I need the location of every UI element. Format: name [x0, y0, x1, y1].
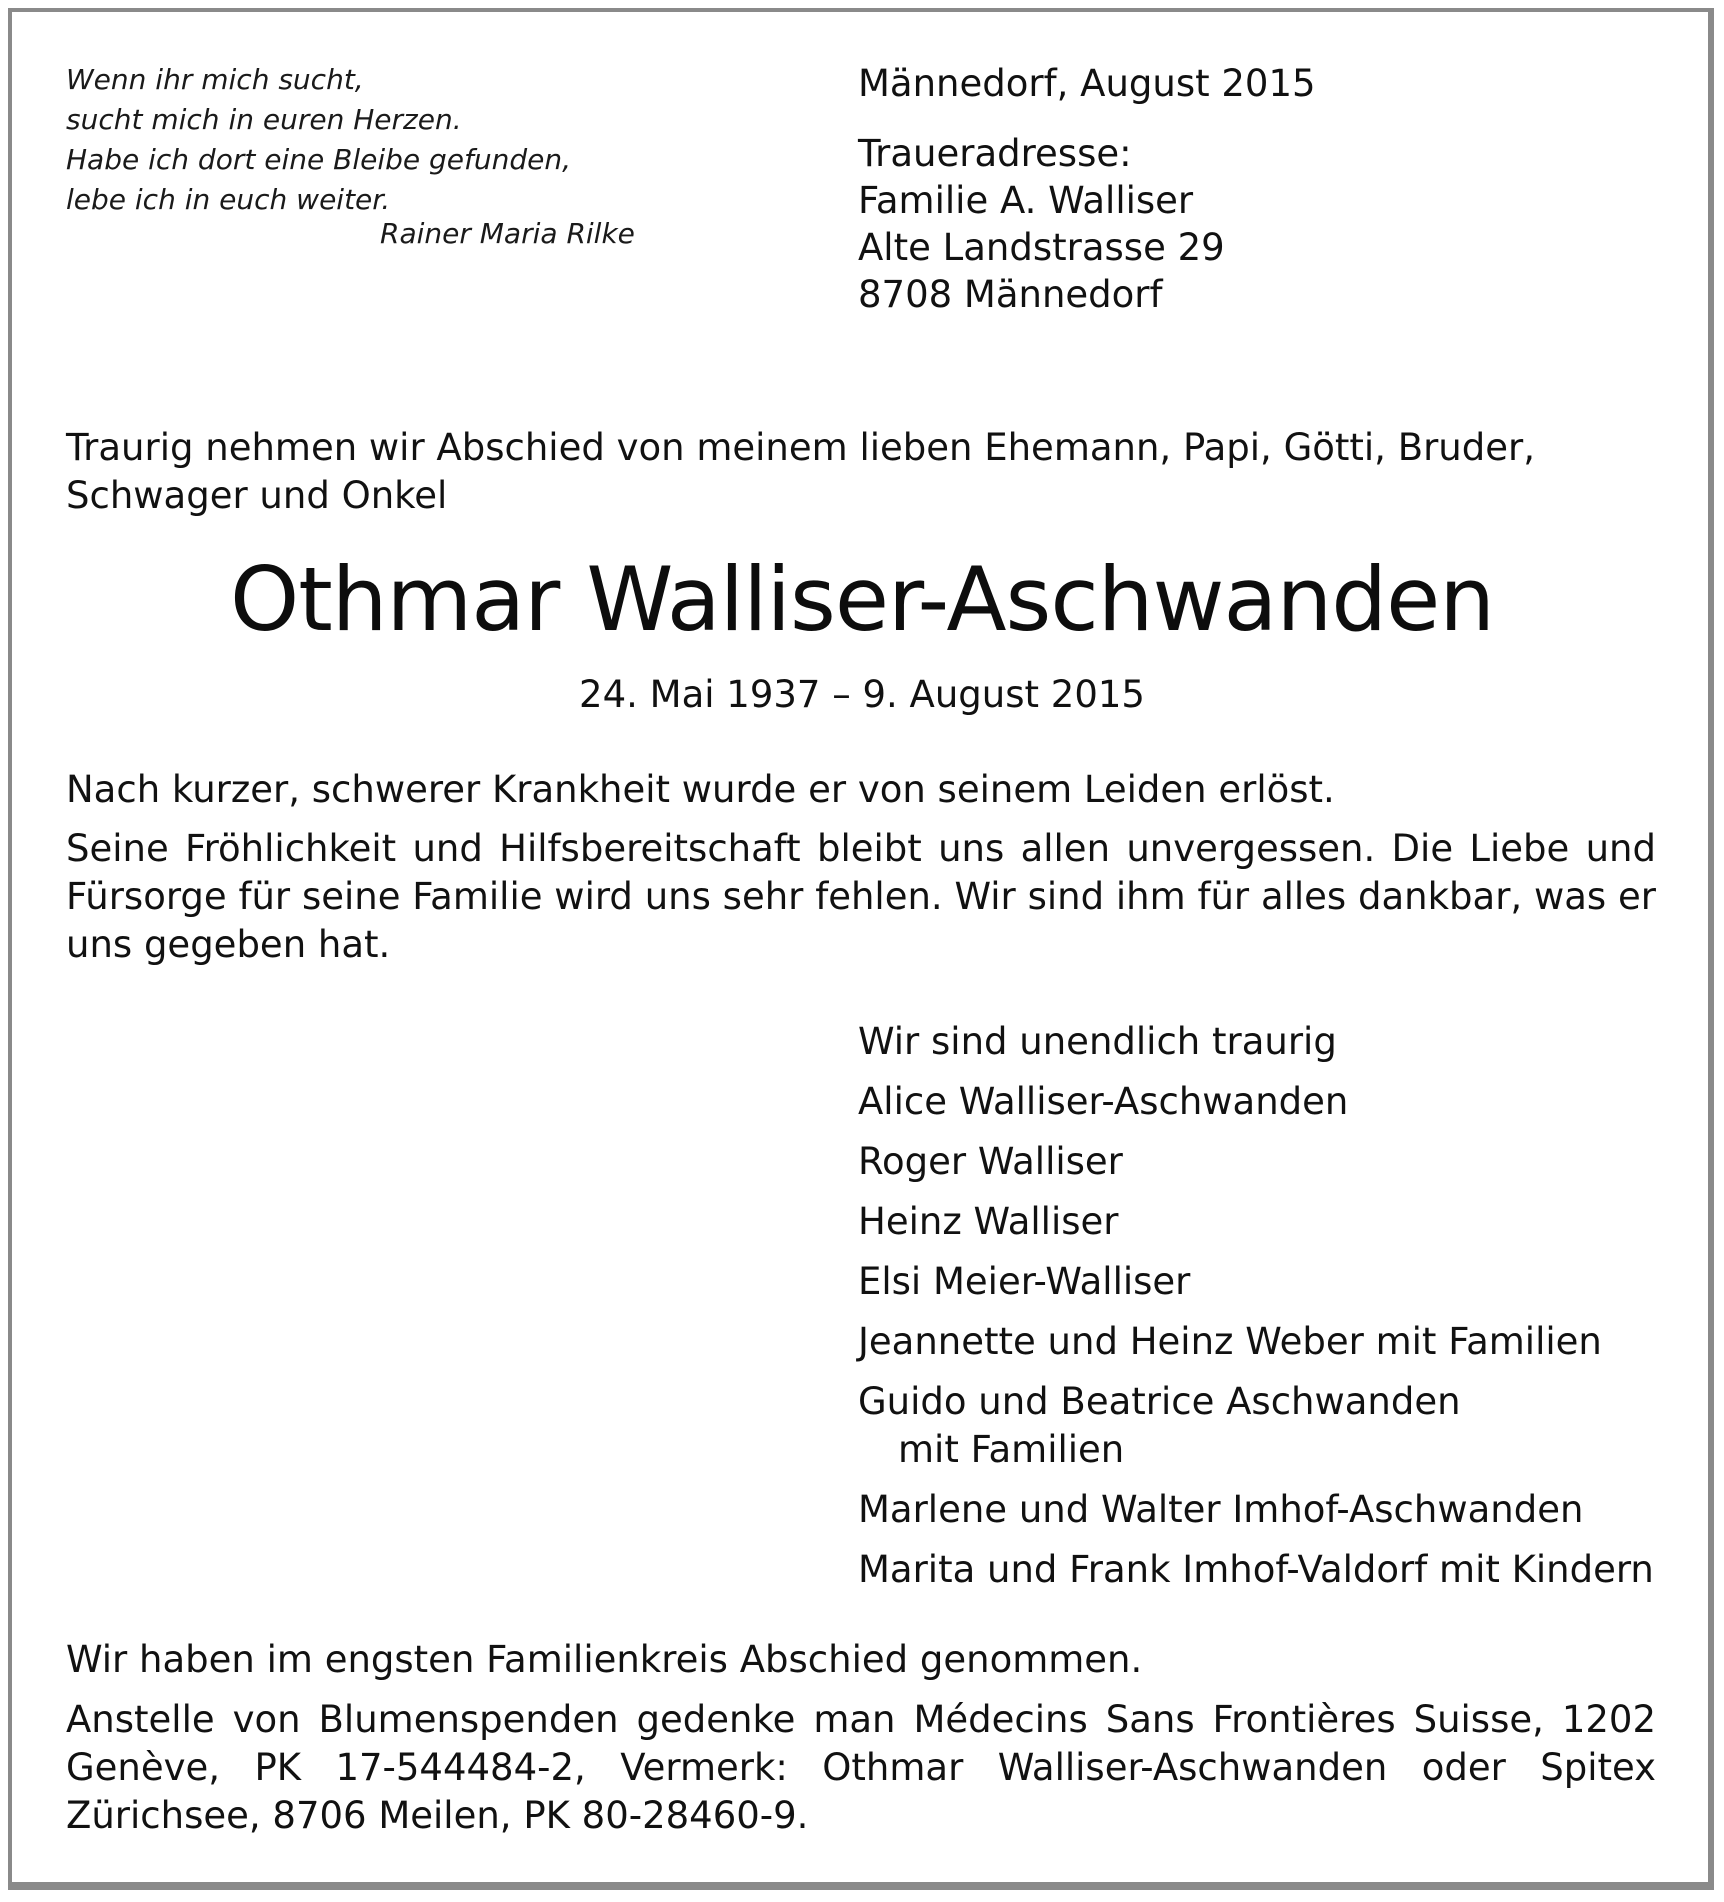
address-line: 8708 Männedorf — [858, 273, 1163, 316]
life-dates: 24. Mai 1937 – 9. August 2015 — [579, 673, 1145, 716]
address-line: Familie A. Walliser — [858, 179, 1194, 222]
mourner-name-continuation: mit Familien — [898, 1428, 1125, 1471]
intro-text: Traurig nehmen wir Abschied von meinem lieben Ehemann, Papi, Götti, Bruder, Schwager und Onkel — [66, 426, 1535, 517]
poem-line: Wenn ihr mich sucht, — [66, 63, 364, 96]
body-paragraph-1: Nach kurzer, schwerer Krankheit wurde er von seinem Leiden erlöst. — [66, 768, 1335, 811]
poem-line: Habe ich dort eine Bleibe gefunden, — [66, 143, 571, 176]
poem-author: Rainer Maria Rilke — [380, 217, 635, 250]
mourner-name: Alice Walliser-Aschwanden — [858, 1080, 1349, 1123]
poem-quote — [66, 60, 571, 220]
mourner-name: Elsi Meier-Walliser — [858, 1260, 1191, 1303]
mourner-name-line: Guido und Beatrice Aschwanden — [858, 1380, 1461, 1423]
mourner-name: Marita und Frank Imhof-Valdorf mit Kindern — [858, 1548, 1654, 1591]
body-paragraph-2: Seine Fröhlichkeit und Hilfsbereitschaft bleibt uns allen unvergessen. Die Liebe und Fürsorge für seine Familie wird uns sehr fehlen. Wir sind ihm für alles dankbar, was er uns gegeben hat. — [66, 827, 1656, 966]
mourners-heading: Wir sind unendlich traurig — [858, 1020, 1337, 1063]
mourner-name: Jeannette und Heinz Weber mit Familien — [858, 1320, 1602, 1363]
mourner-name: Heinz Walliser — [858, 1200, 1119, 1243]
poem-line: sucht mich in euren Herzen. — [66, 103, 462, 136]
poem-line: lebe ich in euch weiter. — [66, 183, 391, 216]
farewell-note: Wir haben im engsten Familienkreis Abschied genommen. — [66, 1638, 1143, 1681]
donation-note: Anstelle von Blumenspenden gedenke man Médecins Sans Frontières Suisse, 1202 Genève, PK 17-544484-2, Vermerk: Othmar Walliser-Aschwanden oder Spitex Zürichsee, 8706 Meilen, PK 80-28460-9. — [66, 1698, 1656, 1837]
place-date: Männedorf, August 2015 — [858, 62, 1316, 105]
mourning-address — [858, 130, 1225, 318]
deceased-name: Othmar Walliser-Aschwanden — [229, 548, 1494, 651]
mourner-name — [858, 1378, 1654, 1486]
mourner-name: Roger Walliser — [858, 1140, 1123, 1183]
mourners-list — [858, 1018, 1654, 1606]
address-line: Alte Landstrasse 29 — [858, 226, 1225, 269]
mourner-name: Marlene und Walter Imhof-Aschwanden — [858, 1488, 1584, 1531]
address-line: Traueradresse: — [858, 132, 1132, 175]
